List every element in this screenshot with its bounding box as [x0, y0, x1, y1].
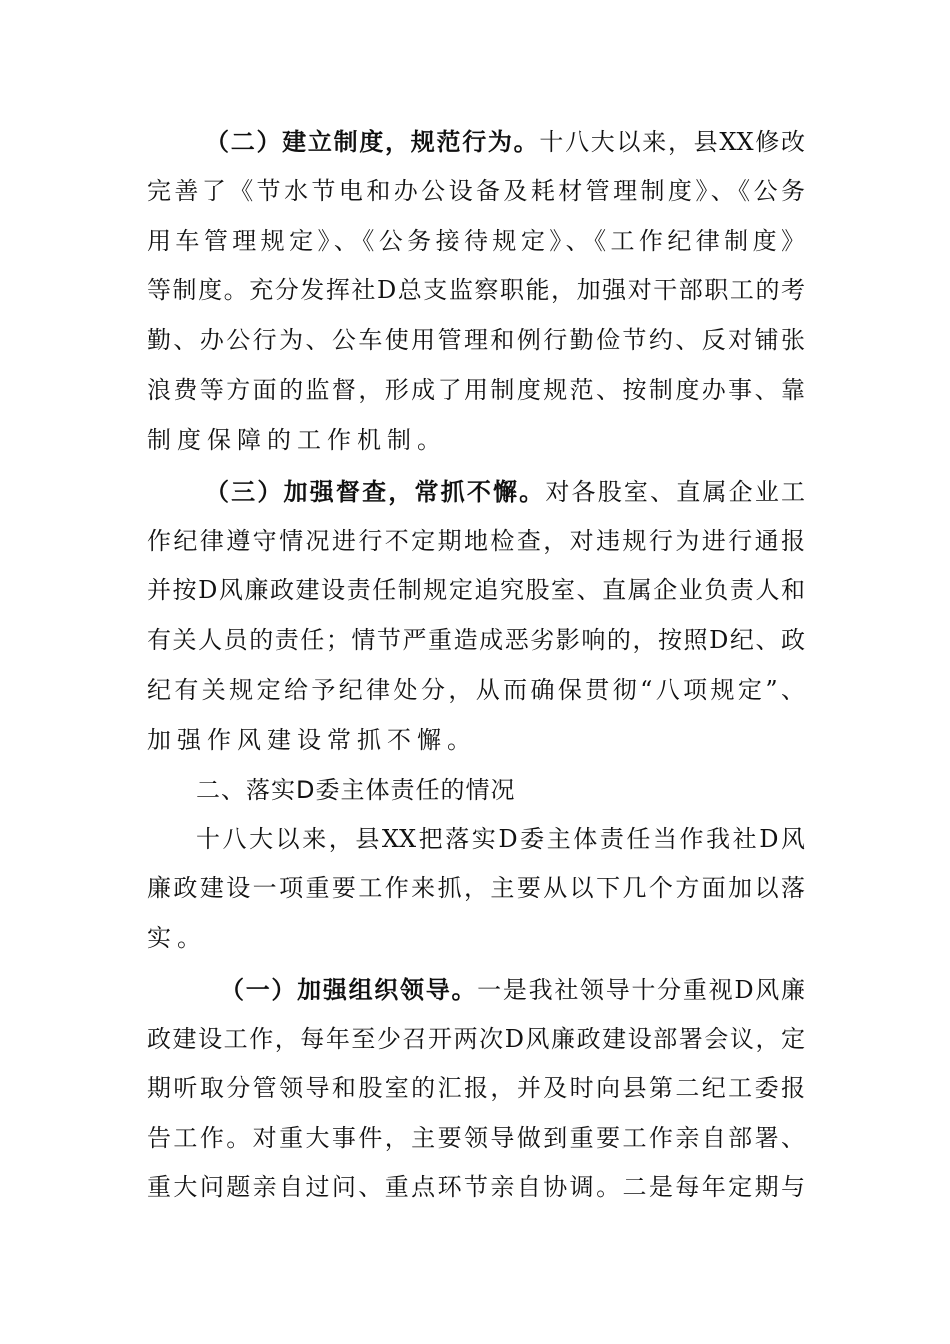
- paragraph-line: 期听取分管领导和股室的汇报，并及时向县第二纪工委报: [147, 1074, 805, 1102]
- paragraph-line: [205, 477, 805, 507]
- paragraph-line: [220, 975, 805, 1005]
- paragraph-line: 制度保障的工作机制。: [147, 426, 447, 454]
- paragraph-line: 重大问题亲自过问、重点环节亲自协调。二是每年定期与: [147, 1173, 805, 1201]
- paragraph-line: 加强作风建设常抓不懈。: [147, 726, 477, 754]
- paragraph-line: 完善了《节水节电和办公设备及耗材管理制度》、《公务: [147, 177, 805, 205]
- paragraph-line: 并按D风廉政建设责任制规定追究股室、直属企业负责人和: [147, 576, 805, 604]
- paragraph-line: 用车管理规定》、《公务接待规定》、《工作纪律制度》: [147, 227, 805, 255]
- paragraph-line: 十八大以来，县XX把落实D委主体责任当作我社D风: [196, 825, 805, 853]
- paragraph-line: 政建设工作，每年至少召开两次D风廉政建设部署会议，定: [147, 1025, 805, 1053]
- paragraph-line: 有关人员的责任；情节严重造成恶劣影响的，按照D纪、政: [147, 626, 805, 654]
- paragraph-line: 勤、办公行为、公车使用管理和例行勤俭节约、反对铺张: [147, 326, 805, 354]
- paragraph-heading: （三）加强督查，常抓不懈。: [205, 478, 546, 506]
- line-text: 对各股室、直属企业工: [545, 478, 806, 506]
- line-text: 一是我社领导十分重视D风廉: [477, 976, 806, 1004]
- paragraph-line: 纪有关规定给予纪律处分，从而确保贯彻“八项规定”、: [147, 676, 805, 704]
- paragraph-line: 等制度。充分发挥社D总支监察职能，加强对干部职工的考: [147, 276, 805, 304]
- paragraph-line: 作纪律遵守情况进行不定期地检查，对违规行为进行通报: [147, 527, 805, 555]
- paragraph-line: 实。: [147, 924, 207, 952]
- line-text: 十八大以来，县XX修改: [539, 128, 806, 156]
- paragraph-line: 告工作。对重大事件，主要领导做到重要工作亲自部署、: [147, 1124, 805, 1152]
- paragraph-heading: （一）加强组织领导。: [220, 976, 478, 1004]
- paragraph-line: [205, 127, 805, 157]
- section-heading: 二、落实D委主体责任的情况: [196, 776, 516, 804]
- paragraph-line: 浪费等方面的监督，形成了用制度规范、按制度办事、靠: [147, 376, 805, 404]
- paragraph-line: 廉政建设一项重要工作来抓，主要从以下几个方面加以落: [147, 874, 805, 902]
- paragraph-heading: （二）建立制度，规范行为。: [205, 128, 540, 156]
